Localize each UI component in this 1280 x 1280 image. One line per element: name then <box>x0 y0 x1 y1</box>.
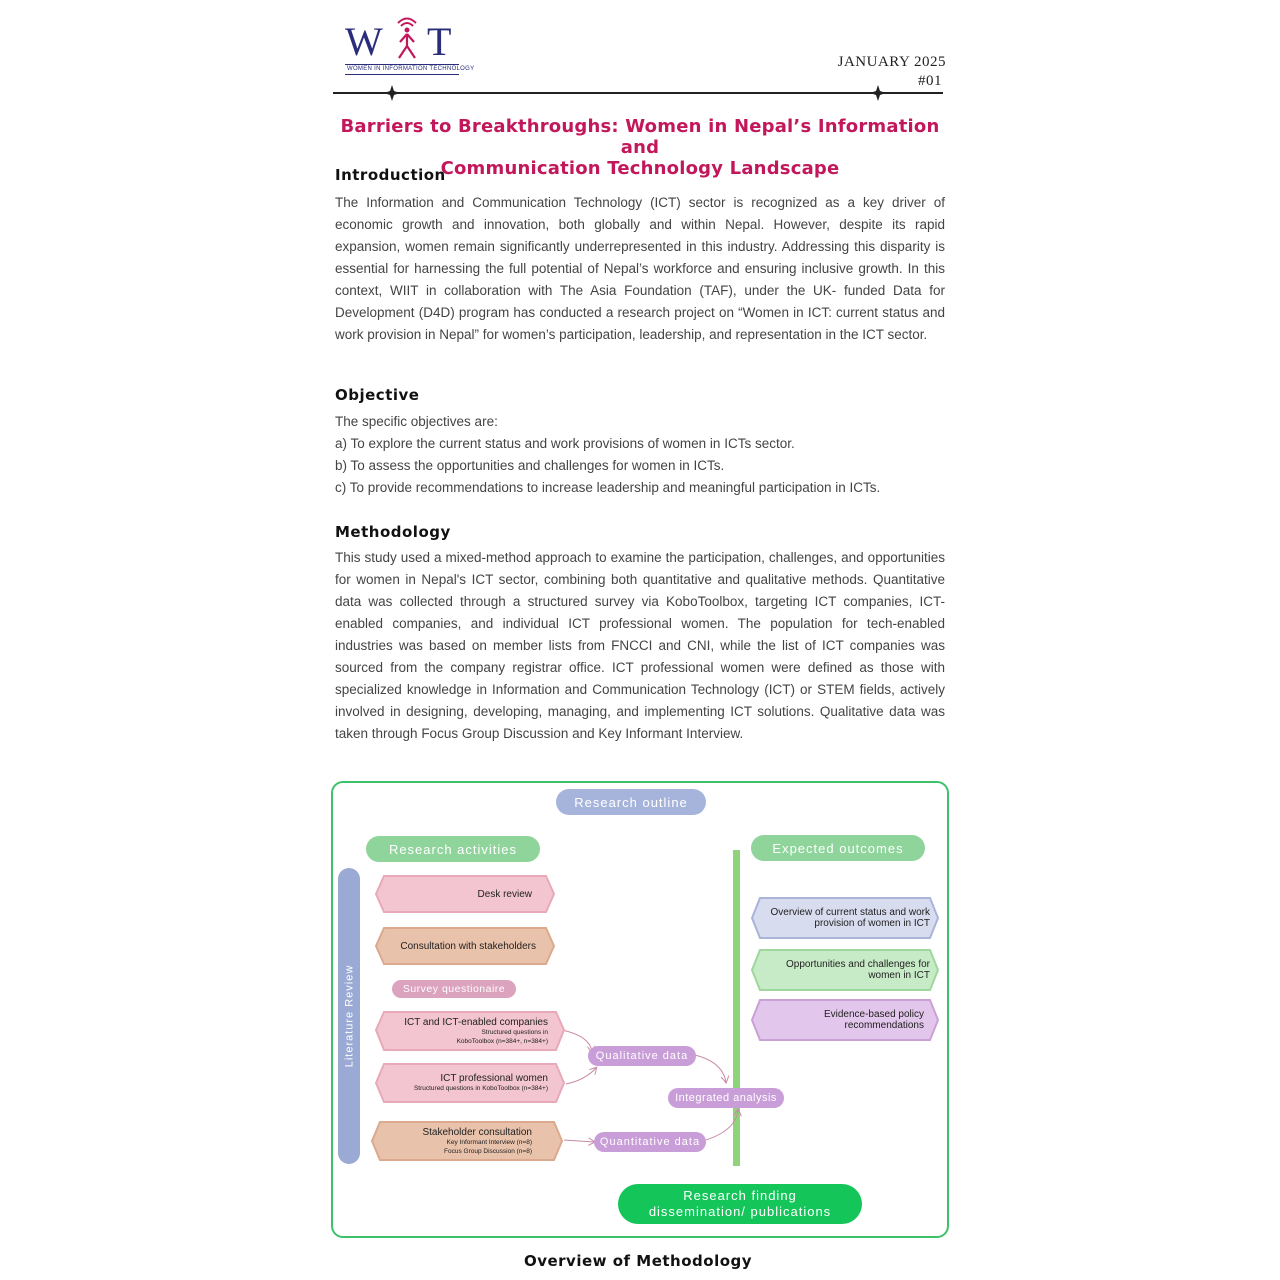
ict-women-box <box>384 1065 548 1101</box>
literature-review-bar <box>338 868 360 1164</box>
stakeholder-consultation-label: Stakeholder consultation <box>422 1126 532 1138</box>
outcome-policy-line: recommendations <box>844 1020 924 1031</box>
consultation-box <box>384 928 536 964</box>
expected-outcomes-pill: Expected outcomes <box>751 835 925 861</box>
logo-letter-w: W <box>345 19 384 64</box>
diagram-caption: Overview of Methodology <box>523 1252 753 1270</box>
integrated-analysis-pill: Integrated analysis <box>668 1088 784 1108</box>
logo-tagline: WOMEN IN INFORMATION TECHNOLOGY <box>347 66 475 72</box>
research-finding-pill <box>618 1184 862 1224</box>
methodology-text: This study used a mixed-method approach to examine the participation, challenges, and opportunities for women in Nepal's ICT sector, combining both quantitative and qualitative methods. Quantitative data was collected through a structured survey via KoboToolbox, targeting ICT companies, ICT-enabled companies, and individual ICT professional women. The population for tech-enabled industries was based on member lists from FNCCI and CNI, while the list of ICT companies was sourced from the company registrar office. ICT professional women were defined as those with specialized knowledge in Information and Communication Technology (ICT) or STEM fields, actively involved in designing, developing, managing, and implementing ICT solutions. Qualitative data was taken through Focus Group Discussion and Key Informant Interview. <box>335 550 945 741</box>
introduction-text: The Information and Communication Technology (ICT) sector is recognized as a key driver of economic growth and innovation, both globally and within Nepal. However, despite its rapid expansion, women remain significantly underrepresented in this industry. Addressing this disparity is essential for harnessing the full potential of Nepal’s workforce and ensuring inclusive growth. In this context, WIIT in collaboration with The Asia Foundation (TAF), under the UK- funded Data for Development (D4D) program has conducted a research project on “Women in ICT: current status and work provision in Nepal” for women’s participation, leadership, and representation in the ICT sector. <box>335 195 945 342</box>
qualitative-data-pill: Qualitative data <box>588 1046 696 1066</box>
outcome-status-line: provision of women in ICT <box>814 918 930 929</box>
research-activities-pill: Research activities <box>366 836 540 862</box>
outcome-opportunities-line: women in ICT <box>868 970 930 981</box>
survey-questionnaire-pill: Survey questionaire <box>392 980 516 998</box>
outcome-status-box <box>760 898 930 938</box>
ict-women-label: ICT professional women <box>440 1073 548 1084</box>
desk-review-label: Desk review <box>477 888 532 900</box>
objective-intro: The specific objectives are: <box>335 414 498 429</box>
outcome-opportunities-line: Opportunities and challenges for <box>786 959 930 970</box>
outcome-status-line: Overview of current status and work <box>770 907 930 918</box>
consultation-label: Consultation with stakeholders <box>400 940 536 952</box>
outcome-policy-line: Evidence-based policy <box>823 1009 924 1020</box>
objective-item: c) To provide recommendations to increase leadership and meaningful participation in ICTs. <box>335 480 881 495</box>
outcome-opportunities-box <box>760 950 930 990</box>
objective-item: a) To explore the current status and work provisions of women in ICTs sector. <box>335 436 795 451</box>
objective-item: b) To assess the opportunities and challenges for women in ICTs. <box>335 458 725 473</box>
ict-companies-sub: Structured questions in <box>481 1028 548 1036</box>
methodology-heading: Methodology <box>335 523 451 541</box>
research-outline-pill: Research outline <box>556 789 706 815</box>
outcome-policy-box <box>760 1000 924 1040</box>
issue-date: JANUARY 2025 <box>837 54 946 70</box>
research-finding-line: Research finding <box>683 1188 797 1203</box>
quantitative-data-pill: Quantitative data <box>594 1132 706 1152</box>
literature-review-label: Literature Review <box>343 964 355 1068</box>
research-finding-line: dissemination/ publications <box>648 1204 832 1219</box>
desk-review-box <box>384 876 532 912</box>
issue-number: #01 <box>918 73 942 89</box>
ict-companies-box <box>384 1013 548 1049</box>
ict-companies-label: ICT and ICT-enabled companies <box>404 1016 548 1028</box>
ict-companies-sub: KoboToolbox (n=384+, n=384+) <box>456 1037 548 1045</box>
logo-letter-t: T <box>427 19 453 64</box>
fgd-label: Focus Group Discussion (n=8) <box>444 1147 532 1155</box>
title-line-2: Communication Technology Landscape <box>440 158 840 179</box>
title-line-1: Barriers to Breakthroughs: Women in Nepal’s Information and <box>340 116 940 158</box>
stakeholder-consultation-box <box>380 1123 532 1159</box>
ict-women-sub: Structured questions in KoboToolbox (n=384+) <box>413 1085 548 1092</box>
objective-heading: Objective <box>335 386 420 404</box>
kii-label: Key Informant Interview (n=8) <box>446 1138 532 1146</box>
introduction-heading: Introduction <box>335 166 446 184</box>
